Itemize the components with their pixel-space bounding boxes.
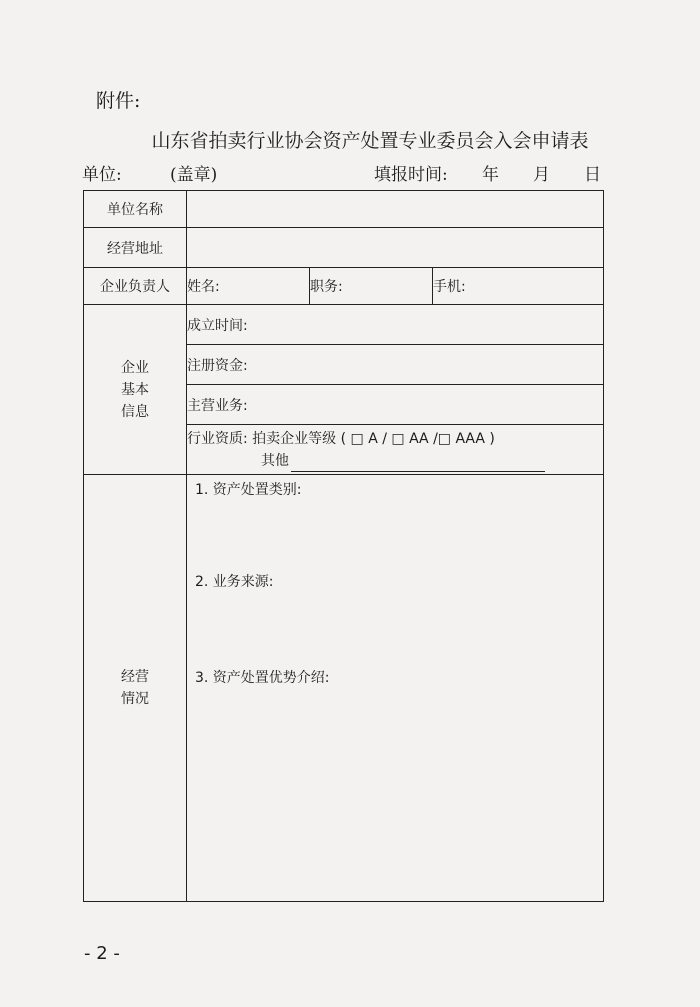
seal-label: (盖章) (170, 165, 218, 185)
basic-info-label-line: 信息 (121, 403, 149, 420)
operations-label-line: 情况 (121, 691, 149, 707)
unit-label: 单位: (82, 165, 122, 185)
leader-position-field[interactable] (310, 268, 433, 305)
day-label: 日 (584, 165, 601, 185)
leader-label: 企业负责人 (84, 268, 187, 305)
row-operations (84, 475, 604, 902)
basic-info-label-line: 企业 (121, 359, 149, 376)
company-name-field[interactable] (187, 191, 604, 228)
form-title: 山东省拍卖行业协会资产处置专业委员会入会申请表 (151, 130, 589, 152)
leader-name-field[interactable] (187, 268, 310, 305)
basic-info-label (84, 305, 187, 475)
basic-info-label-line: 基本 (121, 381, 149, 398)
date-fields (482, 160, 601, 185)
operations-item-1: 1. 资产处置类别: (195, 482, 302, 498)
row-established (84, 305, 604, 345)
row-address (84, 228, 604, 268)
row-company-name (84, 191, 604, 228)
fill-time-label: 填报时间: (374, 165, 448, 185)
qualification-field[interactable] (187, 425, 604, 475)
company-name-label: 单位名称 (84, 191, 187, 228)
address-field[interactable] (187, 228, 604, 268)
other-qualification (187, 450, 603, 472)
application-form-table (83, 190, 604, 902)
row-leader (84, 268, 604, 305)
qualification-label: 行业资质: 拍卖企业等级 ( □ A / □ AA /□ AAA ) (187, 430, 495, 447)
leader-phone-label: 手机: (433, 279, 466, 295)
other-underline[interactable] (291, 456, 545, 472)
operations-item-2: 2. 业务来源: (195, 574, 274, 590)
operations-label-line: 经营 (121, 669, 149, 685)
leader-phone-field[interactable] (433, 268, 604, 305)
year-label: 年 (482, 165, 499, 185)
other-label: 其他 (261, 452, 289, 469)
operations-label (84, 475, 187, 902)
established-field[interactable] (187, 305, 604, 345)
page-number: - 2 - (84, 943, 120, 964)
leader-name-label: 姓名: (187, 279, 220, 295)
leader-position-label: 职务: (310, 279, 343, 295)
address-label: 经营地址 (84, 228, 187, 268)
capital-label: 注册资金: (187, 357, 248, 374)
month-label: 月 (533, 165, 550, 185)
operations-item-3: 3. 资产处置优势介绍: (195, 670, 330, 686)
established-label: 成立时间: (187, 317, 248, 334)
header-line (82, 160, 602, 184)
business-label: 主营业务: (187, 397, 248, 414)
attachment-label: 附件: (96, 90, 141, 112)
operations-field[interactable] (187, 475, 604, 902)
capital-field[interactable] (187, 345, 604, 385)
business-field[interactable] (187, 385, 604, 425)
